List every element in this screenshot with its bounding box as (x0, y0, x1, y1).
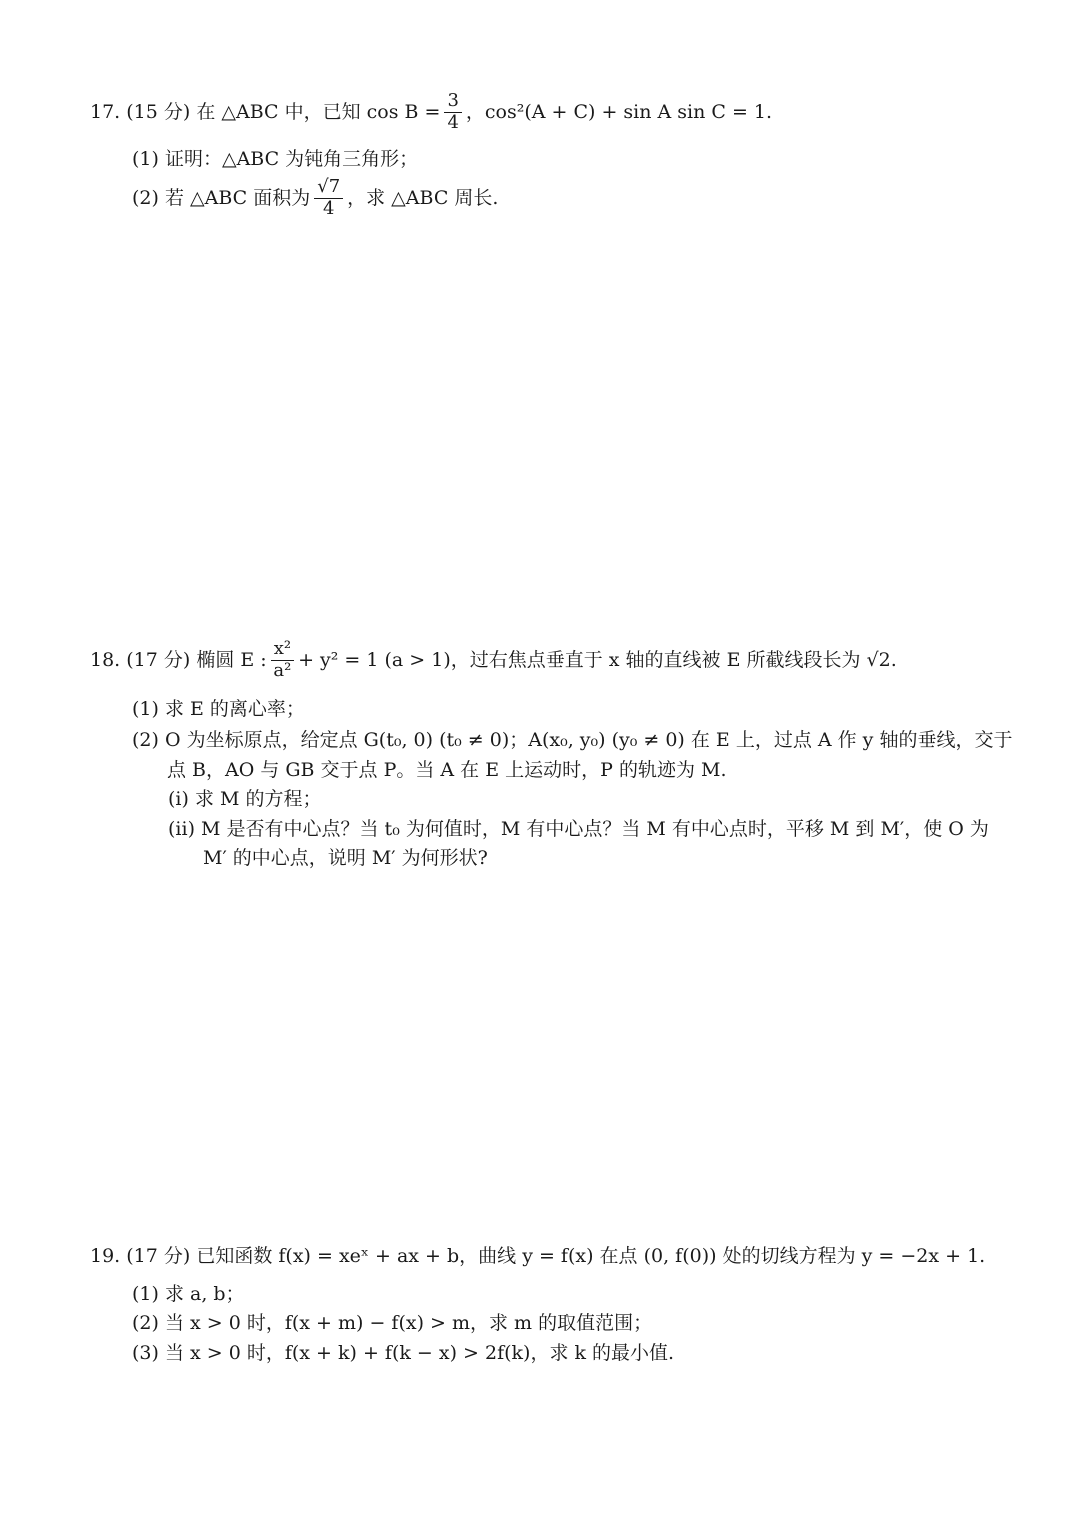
fraction-three-quarters (444, 92, 461, 133)
fraction-numerator: √7 (314, 178, 343, 199)
question-18-stem (90, 640, 1052, 681)
question-18-part-2-i: (i) 求 M 的方程； (168, 788, 322, 811)
question-19-stem: 19. (17 分) 已知函数 f(x) = xeˣ + ax + b，曲线 y = f(x) 在点 (0, f(0)) 处的切线方程为 y = −2x + 1. (90, 1245, 986, 1267)
question-18-stem-text-end: + y² = 1 (a > 1)，过右焦点垂直于 x 轴的直线被 E 所截线段长为 √2. (298, 648, 897, 671)
question-18-part-2 (132, 726, 1052, 785)
question-17-part-2-text: (2) 若 △ABC 面积为 (132, 186, 311, 209)
question-17-stem (90, 92, 1052, 133)
question-18-part-2-ii-line-2: M′ 的中心点，说明 M′ 为何形状? (203, 846, 488, 869)
question-18 (90, 640, 1052, 873)
question-18-part-2-ii-line-1: (ii) M 是否有中心点？当 t₀ 为何值时，M 有中心点？当 M 有中心点时，平移 M 到 M′，使 O 为 (168, 817, 989, 840)
question-17-stem-text: 17. (15 分) 在 △ABC 中，已知 cos B = (90, 100, 441, 123)
question-18-part-2-line-2: 点 B，AO 与 GB 交于点 P。当 A 在 E 上运动时，P 的轨迹为 M. (167, 758, 727, 781)
question-18-part-1: (1) 求 E 的离心率； (132, 697, 305, 720)
question-19-part-1: (1) 求 a, b； (132, 1282, 245, 1305)
fraction-numerator: x² (271, 640, 294, 661)
fraction-denominator: 4 (447, 111, 459, 133)
question-17-part-2-text-end: ，求 △ABC 周长. (347, 186, 499, 209)
question-18-part-2-line-1: (2) O 为坐标原点，给定点 G(t₀, 0) (t₀ ≠ 0)；A(x₀, y₀) (y₀ ≠ 0) 在 E 上，过点 A 作 y 轴的垂线，交于 (132, 729, 1013, 752)
fraction-x2-over-a2 (271, 640, 294, 681)
question-17-part-1: (1) 证明：△ABC 为钝角三角形； (132, 147, 419, 170)
question-17-stem-text-end: ，cos²(A + C) + sin A sin C = 1. (465, 100, 773, 123)
question-19-part-3: (3) 当 x > 0 时，f(x + k) + f(k − x) > 2f(k)，求 k 的最小值. (132, 1341, 675, 1364)
fraction-denominator: a² (273, 659, 292, 681)
fraction-numerator: 3 (444, 92, 461, 113)
question-17 (90, 92, 1052, 219)
question-18-stem-text: 18. (17 分) 椭圆 E : (90, 648, 267, 671)
fraction-sqrt7-over-4 (314, 178, 343, 219)
question-17-part-2 (132, 178, 1052, 219)
question-18-part-2-ii (168, 815, 1052, 874)
fraction-denominator: 4 (322, 198, 335, 220)
question-19 (90, 1245, 1052, 1368)
question-19-part-2: (2) 当 x > 0 时，f(x + m) − f(x) > m，求 m 的取值范围； (132, 1312, 653, 1335)
